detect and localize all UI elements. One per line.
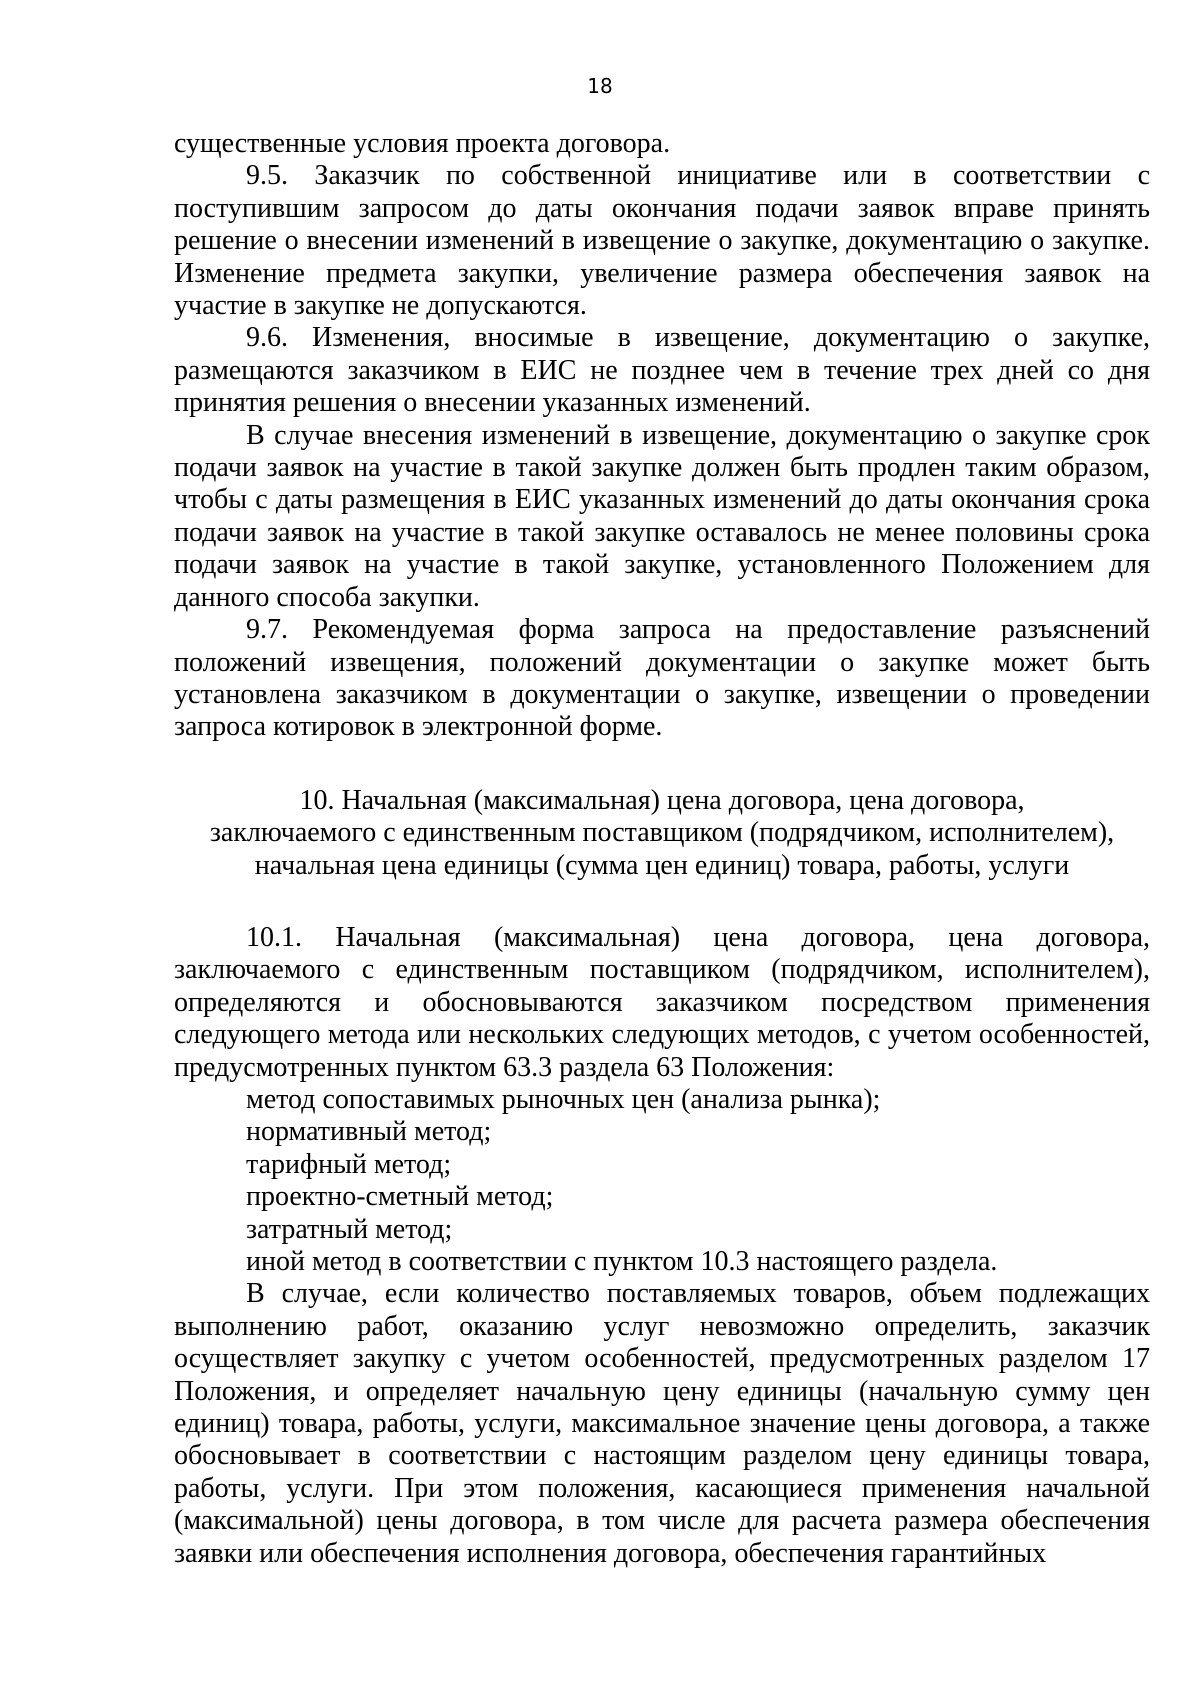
section-heading-line: заключаемого с единственным поставщиком (подрядчиком, исполнителем), bbox=[209, 817, 1115, 849]
list-item: проектно-сметный метод; bbox=[246, 1181, 554, 1213]
section-heading bbox=[174, 785, 1150, 882]
paragraph: существенные условия проекта договора. bbox=[174, 128, 671, 159]
page-number: 18 bbox=[587, 74, 613, 98]
list-item: метод сопоставимых рыночных цен (анализа рынка); bbox=[246, 1083, 881, 1115]
paragraph-9-7: 9.7. Рекомендуемая форма запроса на предоставление разъяснений положений извещения, положений документации о закупке может быть установлена заказчиком в документации о закупке, извещении о проведении запроса котировок в электронной форме. bbox=[174, 614, 1150, 743]
paragraph-9-5: 9.5. Заказчик по собственной инициативе или в соответствии с поступившим запросом до даты окончания подачи заявок вправе принять решение о внесении изменений в извещение о закупке, документацию о закупке. Изменение предмета закупки, увеличение размера обеспечения заявок на участие в закупке не допускаются. bbox=[174, 160, 1150, 322]
section-heading-line: 10. Начальная (максимальная) цена договора, цена договора, bbox=[299, 784, 1025, 816]
list-item: затратный метод; bbox=[246, 1213, 453, 1245]
paragraph: В случае, если количество поставляемых товаров, объем подлежащих выполнению работ, оказанию услуг невозможно определить, заказчик осуществляет закупку с учетом особенностей, предусмотренных разделом 17 Положения, и определяет начальную цену единицы (начальную сумму цен единиц) товара, работы, услуги, максимальное значение цены договора, а также обосновывает в соответствии с настоящим разделом цену единицы товара, работы, услуги. При этом положения, касающиеся применения начальной (максимальной) цены договора, в том числе для расчета размера обеспечения заявки или обеспечения исполнения договора, обеспечения гарантийных bbox=[174, 1278, 1150, 1569]
paragraph-9-6: 9.6. Изменения, вносимые в извещение, документацию о закупке, размещаются заказчиком в ЕИС не позднее чем в течение трех дней со дня принятия решения о внесении указанных изменений. bbox=[174, 322, 1150, 419]
document-body bbox=[174, 128, 1150, 1570]
paragraph: В случае внесения изменений в извещение, документацию о закупке срок подачи заявок на участие в такой закупке должен быть продлен таким образом, чтобы с даты размещения в ЕИС указанных изменений до даты окончания срока подачи заявок на участие в такой закупке оставалось не менее половины срока подачи заявок на участие в такой закупке, установленного Положением для данного способа закупки. bbox=[174, 419, 1150, 613]
section-heading-line: начальная цена единицы (сумма цен единиц) товара, работы, услуги bbox=[254, 849, 1070, 881]
list-item: нормативный метод; bbox=[246, 1116, 492, 1148]
paragraph-10-1: 10.1. Начальная (максимальная) цена договора, цена договора, заключаемого с единственным поставщиком (подрядчиком, исполнителем), определяются и обосновываются заказчиком посредством применения следующего метода или нескольких следующих методов, с учетом особенностей, предусмотренных пунктом 63.3 раздела 63 Положения: bbox=[174, 921, 1150, 1083]
list-item: иной метод в соответствии с пунктом 10.3 настоящего раздела. bbox=[246, 1246, 998, 1277]
list-item: тарифный метод; bbox=[246, 1148, 452, 1180]
